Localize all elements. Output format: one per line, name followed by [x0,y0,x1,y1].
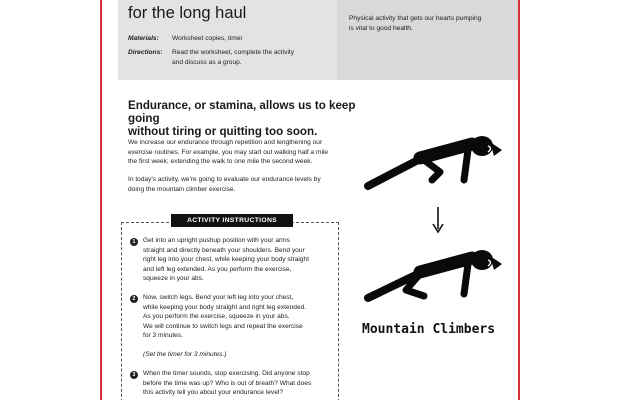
activity-paragraph [128,175,364,194]
step-line: We will continue to switch legs and repeat the exercise [143,322,303,330]
header-note [349,14,499,33]
header-note-line: Physical activity that gets our hearts pumping [349,15,482,22]
paragraph-line: In today's activity, we're going to evaluate our endurance levels by [128,176,321,183]
heading-line: without tiring or quitting too soon. [128,125,318,138]
page-title: for the long haul [128,4,247,22]
intro-paragraph [128,138,364,167]
step-line: When the timer sounds, stop exercising. Did anyone stop [143,370,310,377]
right-border [518,0,520,400]
paragraph-line: the first week; extending the walk to one mile the second week. [128,158,313,166]
paragraph-line: We increase our endurance through repetition and lengthening our [128,139,323,146]
arrow-down-icon [431,206,445,234]
instructions-tab: ACTIVITY INSTRUCTIONS [171,214,293,227]
heading-line: Endurance, or stamina, allows us to keep going [128,99,356,125]
figure-caption: Mountain Climbers [362,322,496,337]
section-heading [128,99,378,138]
directions-value-line-2: and discuss as a group. [172,59,242,66]
timer-note: (Set the timer for 3 minutes.) [143,351,227,358]
directions-label: Directions: [128,49,163,56]
step-line: squeeze in your abs. [143,275,204,283]
header-side-panel [337,0,518,80]
step-line: As you perform the exercise, squeeze in your abs. [143,313,290,321]
directions-value-line-1: Read the worksheet, complete the activity [172,49,295,56]
step-line: and left leg extended. As you perform the exercise, [143,265,292,273]
left-border [100,0,102,400]
step-text [143,236,333,284]
step-line: this activity tell you about your endurance level? [143,389,284,397]
step-text [143,369,333,398]
step-line: for 3 minutes. [143,332,183,340]
step-line: straight and directly beneath your shoulders. Bend your [143,246,305,254]
paragraph-line: exercise routines. For example, you may start out walking half a mile [128,148,329,156]
step-line: right leg into your chest, while keeping your body straight [143,256,310,264]
step-number: 3 [130,371,138,379]
step-line: before the time was up? Who is out of breath? What does [143,379,312,387]
step-number: 2 [130,295,138,303]
header-note-line: is vital to good health. [349,24,413,32]
paragraph-line: doing the mountain climber exercise. [128,185,236,193]
step-line: Get into an upright pushup position with your arms [143,237,290,244]
step-text [143,293,333,341]
mountain-climber-icon [362,240,512,312]
materials-label: Materials: [128,35,159,42]
mountain-climber-icon [360,128,510,198]
step-number: 1 [130,238,138,246]
materials-value: Worksheet copies, timer [172,35,243,42]
step-line: Now, switch legs. Bend your left leg into your chest, [143,294,294,301]
step-line: while keeping your body straight and right leg extended. [143,303,307,311]
